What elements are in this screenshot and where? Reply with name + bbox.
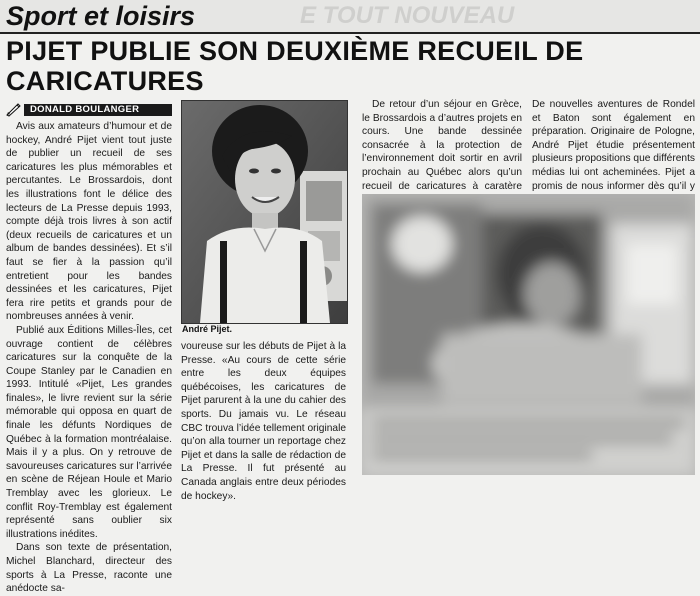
section-title: Sport et loisirs <box>6 1 196 31</box>
paragraph: De nouvelles aventures de Rondel et Baton sont également en préparation. Originaire de Pologne, André Pijet étudie présentement plusieurs propositions que différents médias lui ont acheminées. Pijet a promis de nous informer dès qu’il y <box>532 99 695 192</box>
article-column-4 <box>532 98 695 207</box>
pencil-icon <box>6 103 22 117</box>
article-headline: PIJET PUBLIE SON DEUXIÈME RECUEIL DE CARICATURES <box>6 36 584 96</box>
article-column-1 <box>6 120 172 596</box>
portrait-photo <box>181 100 348 324</box>
paragraph: Dans son texte de présentation, Michel Blanchard, directeur des sports à La Presse, raconte une anédocte sa- <box>6 542 172 595</box>
blurred-photo-illustration <box>362 194 695 475</box>
blurred-photo <box>362 194 695 475</box>
byline <box>6 103 172 117</box>
paragraph: De retour d’un séjour en Grèce, le Brossardois a d’autres projets en cours. Une bande dessinée consacrée à la protection de l’environnement doit sortir en avril prochain au Québec alors qu’un recueil de caricatures à caratère <box>362 99 522 192</box>
section-header <box>0 0 700 34</box>
paragraph: Avis aux amateurs d’humour et de hockey, André Pijet vient tout juste de publier un recueil de ses caricatures les plus mémorables et percutantes. Le Brossardois, dont les illustrations font le délice des lecteurs de La Presse depuis 1993, compte déjà trois livres à son actif (deux recueils de caricatures et un album de bandes dessinées). Et s’il faut se fier à la passion qu’il entretient pour les bandes dessinées et les caricatures, Pijet fera rire petits et grands pour de nombreuses années à venir. <box>6 121 172 323</box>
portrait-illustration <box>182 101 347 323</box>
bleed-through-text: E TOUT NOUVEAU <box>300 2 515 28</box>
author-name: DONALD BOULANGER <box>30 104 140 115</box>
article-column-2 <box>181 340 346 503</box>
paragraph: voureuse sur les débuts de Pijet à la Presse. «Au cours de cette série entre les deux équipes québécoises, les caricatures de Pijet parurent à la une du cahier des sports. Du jamais vu. Le réseau CBC trouva l’idée tellement originale qu’on alla tourner un reportage chez Pijet et dans la salle de rédaction de La Presse. Il fut présenté au Canada anglais entre deux périodes de hockey». <box>181 341 346 502</box>
paragraph: Publié aux Éditions Milles-Îles, cet ouvrage contient de célèbres caricatures sur la conquête de la Coupe Stanley par le Canadien en 1993. Intitulé «Pijet, Les grandes finales», le livre revient sur la série mémorable qui opposa en quart de finale les défunts Nordiques de Québec à la formation montréalaise. Mais il y a plus. On y retrouve de savoureuses caricatures sur l’arrivée en scène de Réjean Houle et Mario Tremblay avec les glorieux. Le conflit Roy-Tremblay est également représenté sans oublier six illustrations inédites. <box>6 324 172 540</box>
photo-caption: André Pijet. <box>182 324 233 334</box>
